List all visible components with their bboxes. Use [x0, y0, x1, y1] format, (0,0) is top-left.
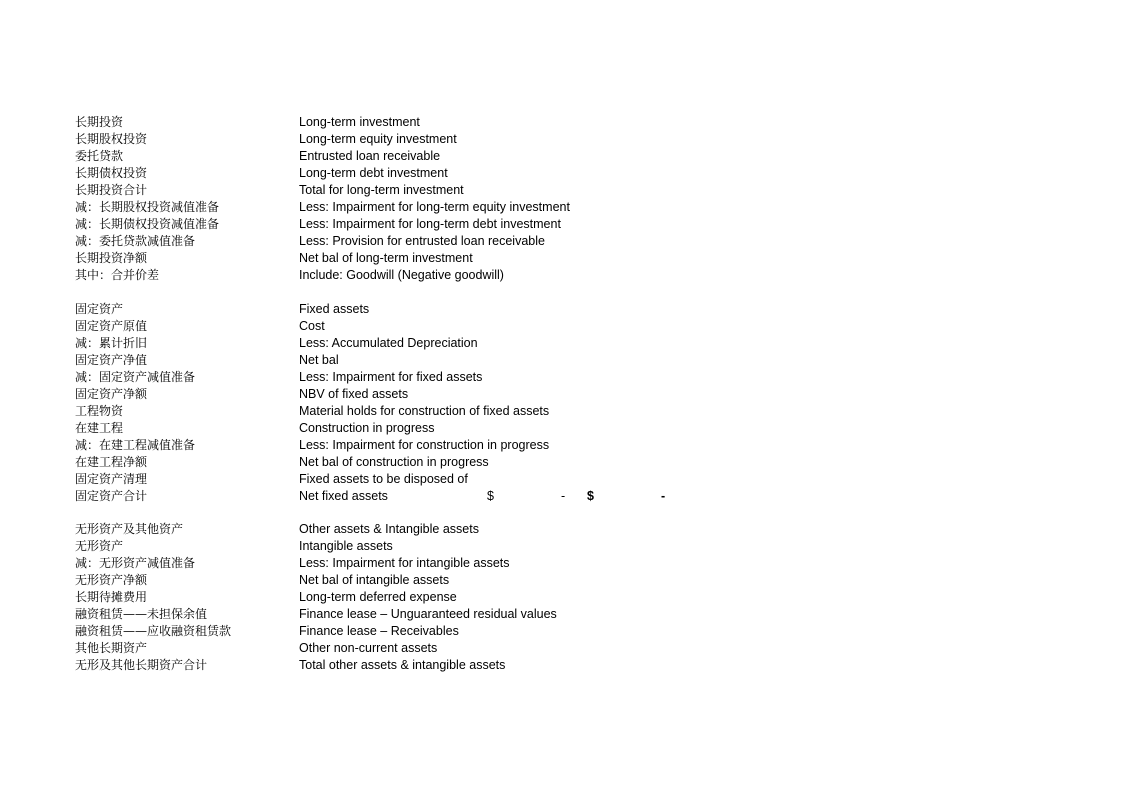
english-label: Net bal of construction in progress: [299, 455, 489, 469]
english-label: Cost: [299, 319, 325, 333]
table-row: [0, 623, 1122, 640]
table-row: [0, 250, 1122, 267]
chinese-label: 无形资产净额: [75, 573, 148, 587]
chinese-label: 其中：合并价差: [75, 268, 160, 282]
table-row: [0, 386, 1122, 403]
section-fixed-assets: [0, 301, 1122, 505]
amount-value: -: [661, 489, 666, 503]
english-label: Intangible assets: [299, 539, 393, 553]
section-long-term-investment: [0, 114, 1122, 284]
chinese-label: 长期债权投资: [75, 166, 148, 180]
english-label: Long-term deferred expense: [299, 590, 457, 604]
chinese-label: 工程物资: [75, 404, 124, 418]
table-row: [0, 233, 1122, 250]
chinese-label: 固定资产原值: [75, 319, 148, 333]
chinese-label: 减：固定资产减值准备: [75, 370, 196, 384]
chinese-label: 固定资产清理: [75, 472, 148, 486]
english-label: Fixed assets: [299, 302, 370, 316]
english-label: Include: Goodwill (Negative goodwill): [299, 268, 504, 282]
chinese-label: 无形资产: [75, 539, 124, 553]
table-row: [0, 640, 1122, 657]
table-row: [0, 335, 1122, 352]
section-intangible-assets: [0, 521, 1122, 674]
chinese-label: 固定资产净值: [75, 353, 148, 367]
english-label: Long-term investment: [299, 115, 420, 129]
english-label: Long-term debt investment: [299, 166, 448, 180]
table-row: [0, 420, 1122, 437]
chinese-label: 融资租赁——未担保余值: [75, 607, 208, 621]
english-label: Fixed assets to be disposed of: [299, 472, 468, 486]
table-row: [0, 454, 1122, 471]
currency-symbol: $: [487, 489, 494, 503]
english-label: Less: Impairment for intangible assets: [299, 556, 510, 570]
english-label: Net bal of long-term investment: [299, 251, 473, 265]
chinese-label: 长期投资净额: [75, 251, 148, 265]
chinese-label: 减：长期债权投资减值准备: [75, 217, 220, 231]
english-label: Finance lease – Receivables: [299, 624, 459, 638]
english-label: Material holds for construction of fixed assets: [299, 404, 550, 418]
table-row: [0, 555, 1122, 572]
table-row: [0, 318, 1122, 335]
table-row: [0, 471, 1122, 488]
english-label: Finance lease – Unguaranteed residual values: [299, 607, 557, 621]
chinese-label: 长期待摊费用: [75, 590, 148, 604]
table-row: [0, 521, 1122, 538]
english-label: Construction in progress: [299, 421, 435, 435]
table-row: [0, 538, 1122, 555]
table-row: [0, 199, 1122, 216]
english-label: Less: Provision for entrusted loan receivable: [299, 234, 545, 248]
table-row: [0, 572, 1122, 589]
table-row: [0, 216, 1122, 233]
table-row: [0, 182, 1122, 199]
chinese-label: 减：无形资产减值准备: [75, 556, 196, 570]
english-label: Less: Impairment for fixed assets: [299, 370, 483, 384]
chinese-label: 减：在建工程减值准备: [75, 438, 196, 452]
english-label: Other non-current assets: [299, 641, 438, 655]
table-row: [0, 148, 1122, 165]
chinese-label: 其他长期资产: [75, 641, 148, 655]
english-label: Total other assets & intangible assets: [299, 658, 506, 672]
table-row: [0, 589, 1122, 606]
english-label: Less: Impairment for long-term debt investment: [299, 217, 561, 231]
chinese-label: 长期股权投资: [75, 132, 148, 146]
chinese-label: 在建工程净额: [75, 455, 148, 469]
english-label: Net bal of intangible assets: [299, 573, 450, 587]
english-label: Long-term equity investment: [299, 132, 457, 146]
chinese-label: 无形资产及其他资产: [75, 522, 184, 536]
table-row: [0, 437, 1122, 454]
chinese-label: 委托贷款: [75, 149, 124, 163]
chinese-label: 固定资产净额: [75, 387, 148, 401]
chinese-label: 长期投资: [75, 115, 124, 129]
table-row: [0, 301, 1122, 318]
table-row: [0, 606, 1122, 623]
chinese-label: 长期投资合计: [75, 183, 148, 197]
english-label: Other assets & Intangible assets: [299, 522, 479, 536]
chinese-label: 在建工程: [75, 421, 124, 435]
chinese-label: 固定资产: [75, 302, 124, 316]
chinese-label: 减：累计折旧: [75, 336, 148, 350]
table-row: [0, 352, 1122, 369]
table-row: [0, 165, 1122, 182]
table-row: [0, 657, 1122, 674]
chinese-label: 减：委托贷款减值准备: [75, 234, 196, 248]
english-label: Net bal: [299, 353, 339, 367]
total-row: [0, 488, 1122, 505]
chinese-label: 融资租赁——应收融资租赁款: [75, 624, 232, 638]
chinese-label: 无形及其他长期资产合计: [75, 658, 208, 672]
english-label: NBV of fixed assets: [299, 387, 409, 401]
chinese-label: 减：长期股权投资减值准备: [75, 200, 220, 214]
chinese-label: 固定资产合计: [75, 489, 148, 503]
table-row: [0, 114, 1122, 131]
english-label: Less: Impairment for long-term equity investment: [299, 200, 570, 214]
table-row: [0, 131, 1122, 148]
table-row: [0, 267, 1122, 284]
table-row: [0, 403, 1122, 420]
english-label: Entrusted loan receivable: [299, 149, 441, 163]
currency-symbol: $: [587, 489, 594, 503]
amount-value: -: [561, 489, 566, 503]
table-row: [0, 369, 1122, 386]
english-label: Net fixed assets: [299, 489, 388, 503]
english-label: Total for long-term investment: [299, 183, 464, 197]
english-label: Less: Accumulated Depreciation: [299, 336, 478, 350]
english-label: Less: Impairment for construction in progress: [299, 438, 550, 452]
